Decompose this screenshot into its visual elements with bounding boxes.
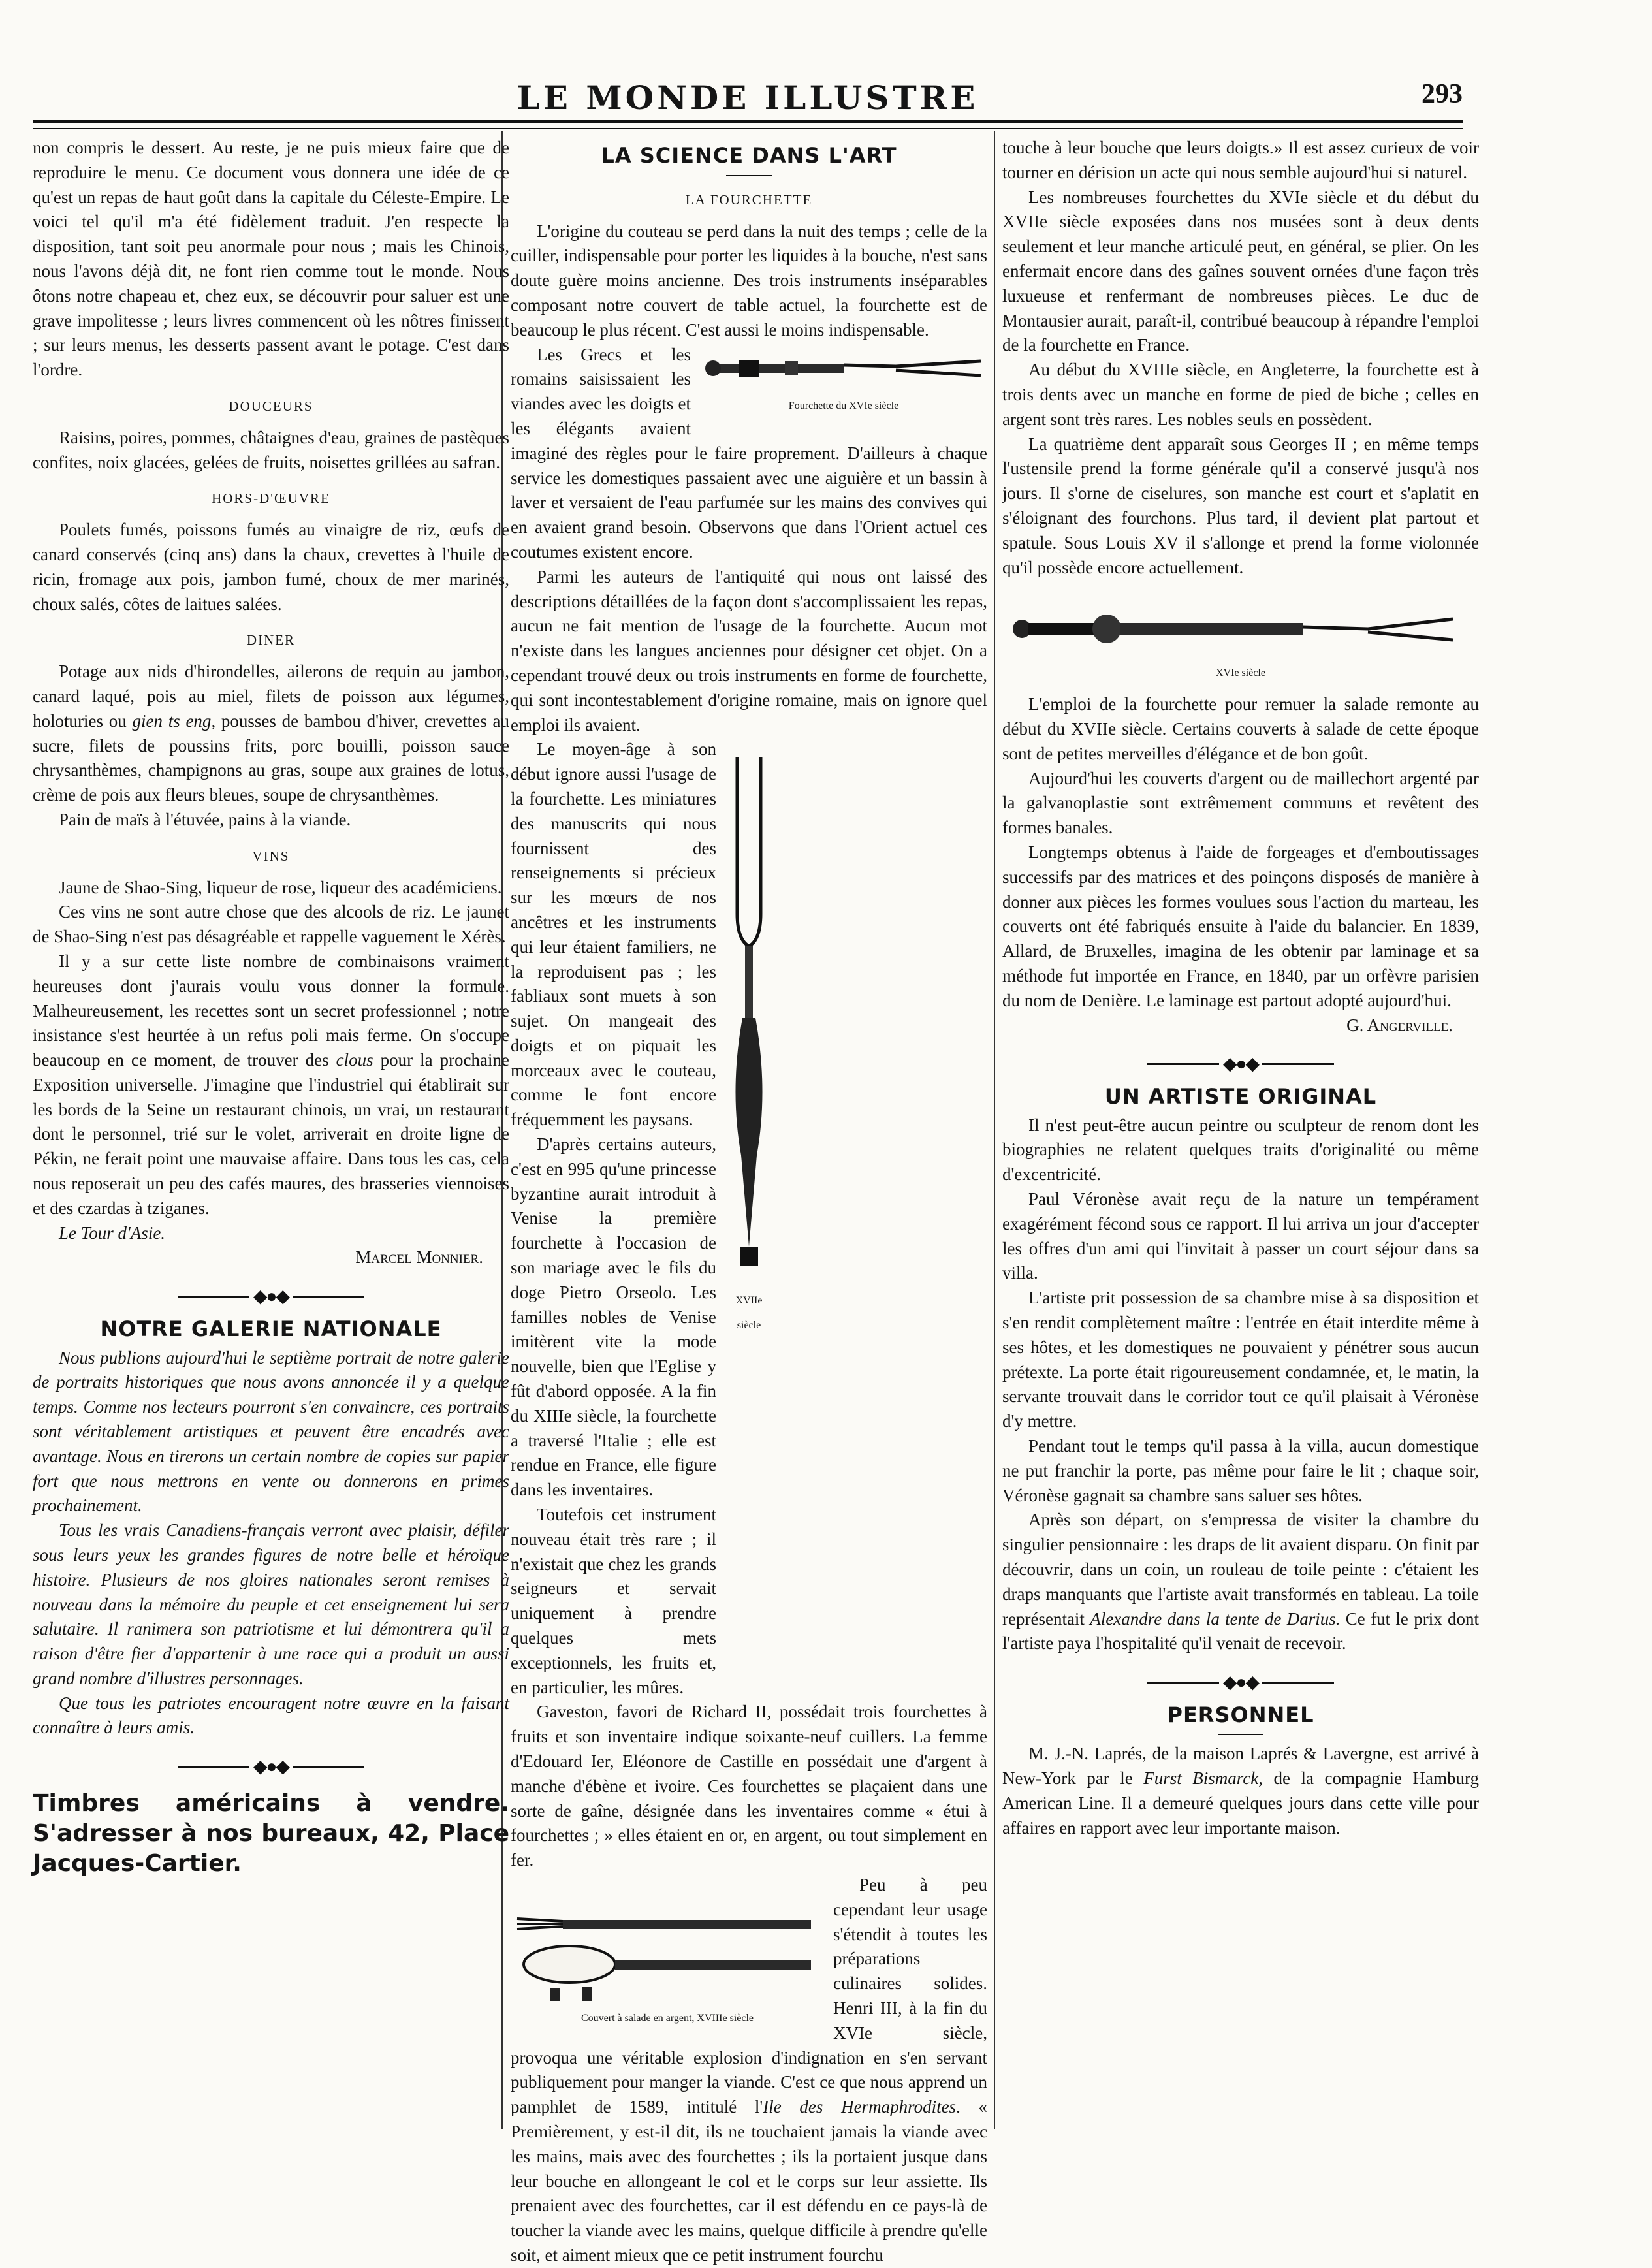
douceurs-text: Raisins, poires, pommes, châtaignes d'eau, graines de pastèques confites, noix glacées, gelées de fruits, noisettes grillées au safran. bbox=[33, 427, 509, 472]
science-p4: Le moyen-âge à son début ignore aussi l'usage de la fourchette. Les miniatures des manuscrits qui nous fournissent des renseignements si précieux sur les mœurs de nos ancêtres et les instruments qui leur étaient familiers, ne la reproduisent pas ; les fabliaux sont muets à son sujet. On mangeait des doigts et on piquait les morceaux avec le couteau, comme le font encore fréquemment les paysans. bbox=[511, 739, 716, 1130]
newspaper-title: LE MONDE ILLUSTRE bbox=[516, 78, 979, 117]
artiste-p1: Il n'est peut-être aucun peintre ou sculpteur de renom dont les biographies ne relatent quelques traits d'originalité ou même d'excentricité. bbox=[1002, 1115, 1479, 1185]
science-p7: Gaveston, favori de Richard II, possédait trois fourchettes à fruits et son inventaire indique soixante-neuf cuillers. La femme d'Edouard Ier, Eléonore de Castille en possédait une d'argent à manche d'ébène et ivoire. Ces fourchettes se plaçaient dans une sorte de gaîne, désignée dans les inventaires comme « étui à fourchettes ; » elles étaient en or, en argent, ou tout simplement en fer. bbox=[511, 1702, 987, 1870]
fourchette-subtitle: LA FOURCHETTE bbox=[685, 191, 813, 208]
personnel-text bbox=[1002, 1742, 1479, 1840]
section-ornament: ◆●◆ bbox=[33, 1753, 509, 1779]
fork-xvie-illustration bbox=[700, 345, 987, 391]
diner-text-3: Pain de maïs à l'étuvée, pains à la viande. bbox=[59, 809, 351, 829]
fig1-caption: Fourchette du XVIe siècle bbox=[788, 400, 899, 411]
signature-monnier: Marcel Monnier. bbox=[355, 1247, 483, 1268]
science-p8-part1: Peu à peu cependant leur usage s'étendit à toutes les préparations culinaires solides. Henri III, à la fin du XVIe siècle, provoqua une véritable explosion d'indignation en s'en servant publiquement pour manger la viande. C'est ce que nous apprend un pamphlet de 1589, intitulé l' bbox=[511, 1874, 987, 2117]
fig4-caption: XVIe siècle bbox=[1216, 667, 1265, 679]
artiste-title: UN ARTISTE ORIGINAL bbox=[1104, 1083, 1377, 1109]
vins-text-3a: Il y a sur cette liste nombre de combinaisons vraiment heureuses dont j'aurais voulu vous donner la formule. Malheureusement, les recettes sont un secret professionnel ; notre insistance s'est heurtée à un refus poli mais ferme. On s'occupe beaucoup en ce moment, de trouver des bbox=[33, 951, 509, 1070]
figure-xviie-fork bbox=[723, 737, 775, 1343]
artiste-p5 bbox=[1002, 1508, 1479, 1656]
vins-heading: VINS bbox=[252, 848, 290, 864]
diner-text bbox=[33, 660, 509, 808]
source-credit: Le Tour d'Asie. bbox=[59, 1222, 166, 1243]
block-left-text bbox=[511, 737, 716, 1700]
science-cont-p2: Les nombreuses fourchettes du XVIe siècle et du début du XVIIe siècle exposées dans nos musées sont à deux dents seulement et leur manche articulé peut, en général, se plier. On les enfermait encore dans des gaînes souvent ornées d'une façon très luxueuse et renfermant de nombreuses pièces. Le duc de Montausier aurait, paraît-il, contribué beaucoup à répandre l'emploi de la fourchette en France. bbox=[1002, 187, 1479, 355]
menu-intro: non compris le dessert. Au reste, je ne puis mieux faire que de reproduire le menu. Ce document vous donnera une idée de ce qu'est un repas de haut goût dans la capitale du Céleste-Empire. Le voici tel qu'il m'a été fidèlement traduit. J'en respecte la disposition, tant soit peu anormale pour nous ; mais les Chinois, nous l'avons déjà dit, ne font rien comme tout le monde. Nous ôtons notre chapeau et, chez eux, se découvrir pour saluer est une grave impolitesse ; leurs livres commencent où les nôtres finissent ; sur leurs menus, les desserts passent avant le potage. C'est dans l'ordre. bbox=[33, 138, 509, 380]
artiste-p5-italic: Alexandre dans la tente de Darius. bbox=[1090, 1608, 1341, 1629]
science-title: LA SCIENCE DANS L'ART bbox=[601, 143, 897, 168]
section-ornament: ◆●◆ bbox=[1002, 1669, 1479, 1695]
science-p5: D'après certains auteurs, c'est en 995 qu'une princesse byzantine aurait introduit à Venise la première fourchette à l'occasion de son mariage avec le fils du doge Pietro Orseolo. Les familles nobles de Venise imitèrent vite la mode nouvelle, bien que l'Eglise y fût d'abord opposée. A la fin du XIIIe siècle, la fourchette a traversé l'Italie ; elle est rendue en France, elle figure dans les inventaires. bbox=[511, 1134, 716, 1500]
section-ornament: ◆●◆ bbox=[33, 1283, 509, 1309]
personnel-title: PERSONNEL bbox=[1167, 1702, 1314, 1727]
artiste-p3: L'artiste prit possession de sa chambre mise à sa disposition et s'en rendit complètement maître : l'entrée en était interdite même à ses hôtes, et les domestiques ne pouvaient y pénétrer sous aucun prétexte. La porte était rigoureusement condamnée, et, le matin, la servante trouvait dans le corridor tout ce qu'il plaisait à Véronèse d'y mettre. bbox=[1002, 1288, 1479, 1431]
hors-doeuvre-text: Poulets fumés, poissons fumés au vinaigre de riz, œufs de canard conservés (cinq ans) dans la chaux, crevettes à l'huile de ricin, fromage aux pois, jambon fumé, choux de mer marinés, choux salés, côtes de laitues salées. bbox=[33, 520, 509, 614]
section-ornament: ◆●◆ bbox=[1002, 1051, 1479, 1076]
column-divider bbox=[994, 131, 995, 2129]
science-p8-italic: Ile des Hermaphrodites bbox=[763, 2097, 957, 2117]
personnel-italic: Furst Bismarck bbox=[1143, 1768, 1259, 1789]
galerie-title: NOTRE GALERIE NATIONALE bbox=[100, 1316, 442, 1341]
science-cont-p5: L'emploi de la fourchette pour remuer la salade remonte au début du XVIIe siècle. Certains couverts à salade de cette époque sont de petites merveilles d'élégance et de bon goût. bbox=[1002, 694, 1479, 763]
diner-text-1: Potage aux nids d'hirondelles, ailerons de requin au jambon, canard laqué, pois au miel, filets de poisson aux légumes, holoturies ou bbox=[33, 662, 509, 731]
title-rule bbox=[726, 175, 772, 176]
artiste-p5-part1: Après son départ, on s'empressa de visiter la chambre du singulier pensionnaire : les draps de lit avaient disparu. On finit par découvrir, dans un coin, un rouleau de toile peinte : c'étaient les draps manquants que l'artiste avait transformés en tableau. La toile représentait bbox=[1002, 1510, 1479, 1629]
fig3-caption: Couvert à salade en argent, XVIIIe siècle bbox=[580, 2012, 754, 2024]
fork-xviie-illustration bbox=[723, 750, 775, 1286]
figure-xvie-fork bbox=[700, 345, 987, 424]
science-cont-p7: Longtemps obtenus à l'aide de forgeages et d'emboutissages successifs par des matrices et des poinçons disposés de manière à donner aux pièces les formes voulues sous l'action du marteau, les couverts ont été fabriqués ensuite à l'aide du balancier. En 1839, Allard, de Bruxelles, imagina de les obtenir par laminage et sa méthode fut importée en France, en 1840, par un orfèvre parisien du nom de Denière. Le laminage est partout adopté aujourd'hui. bbox=[1002, 842, 1479, 1010]
science-p8-part2: . « Premièrement, y est-il dit, ils ne touchaient jamais la viande avec les mains, mais avec des fourchettes ; ils la portaient jusque dans leur bouche en allongeant le col et le corps sur leur assiette. Ils prenaient avec des fourchettes, car il est défendu en ce pays-là de toucher la viande avec les mains, quelque difficile à prendre qu'elle soit, et aiment mieux que ce petit instrument fourchu bbox=[511, 2097, 987, 2265]
fig2-caption: XVIIe siècle bbox=[735, 1295, 763, 1332]
vins-text-italic: clous bbox=[336, 1050, 373, 1070]
diner-text-2: , pousses de bambou d'hiver, crevettes au sucre, filets de poussins frits, porc bouilli, poisson sauce chrysanthèmes, champignons au gras, soupe aux graines de lotus, crème de pois aux fleurs bleues, soupe de chrysanthèmes. bbox=[33, 711, 510, 805]
page-number: 293 bbox=[1422, 79, 1463, 109]
signature-angerville: G. Angerville. bbox=[1346, 1015, 1453, 1035]
figure-salad-set bbox=[511, 1899, 824, 2036]
science-p1: L'origine du couteau se perd dans la nuit des temps ; celle de la cuiller, indispensable pour porter les liquides à la bouche, n'est sans doute guère moins ancienne. Des trois instruments inséparables composant notre couvert de table actuel, la fourchette est de beaucoup le plus récent. C'est aussi le moins indispensable. bbox=[511, 221, 987, 340]
diner-text-italic: gien ts eng bbox=[132, 711, 212, 731]
science-cont-p4: La quatrième dent apparaît sous Georges II ; en même temps l'ustensile prend la forme générale qu'il a conservé jusqu'à nos jours. Il s'orne de ciselures, son manche est court et s'aplatit en s'éloignant des fourchons. Plus tard, il devient plat partout et spatule. Sous Louis XV il s'allonge et prend la forme violonnée qu'il possède encore actuellement. bbox=[1002, 434, 1479, 577]
galerie-text-3: Que tous les patriotes encouragent notre œuvre en la faisant connaître à leurs amis. bbox=[33, 1693, 509, 1738]
science-cont-p1: touche à leur bouche que leurs doigts.» Il est assez curieux de voir tourner en dérision un acte qui nous semble aujourd'hui si naturel. bbox=[1002, 138, 1479, 182]
salad-set-illustration bbox=[511, 1899, 824, 2004]
vins-text-2: Ces vins ne sont autre chose que des alcools de riz. Le jaunet de Shao-Sing n'est pas désagréable et rappelle vaguement le Xérès. bbox=[33, 902, 509, 947]
douceurs-heading: DOUCEURS bbox=[229, 398, 313, 414]
science-p6: Toutefois cet instrument nouveau était très rare ; il n'existait que chez les grands seigneurs et servait uniquement à prendre quelques mets exceptionnels, les fruits et, en particulier, les mûres. bbox=[511, 1505, 716, 1697]
fork-xvie-2-illustration bbox=[1002, 599, 1479, 658]
personnel-text-2: , de la compagnie Hamburg American Line. Il a demeuré quelques jours dans cette ville pour affaires en rapport avec leur importante maison. bbox=[1002, 1768, 1479, 1838]
artiste-p2: Paul Véronèse avait reçu de la nature un tempérament exagérément fécond sous ce rapport. Il lui arriva un jour d'accepter les offres d'un ami qui l'invitait à passer un court séjour dans sa villa. bbox=[1002, 1189, 1479, 1283]
vins-text-3 bbox=[33, 950, 509, 1221]
column-3 bbox=[1002, 136, 1479, 1841]
fork-article-block bbox=[511, 737, 987, 1700]
diner-heading: DINER bbox=[246, 632, 296, 648]
title-rule bbox=[1218, 1734, 1263, 1735]
vins-text-1: Jaune de Shao-Sing, liqueur de rose, liqueur des académiciens. bbox=[59, 877, 502, 897]
header-rule bbox=[33, 120, 1463, 123]
vins-text-3b: pour la prochaine Exposition universelle. J'imagine que l'industriel qui établirait sur les bords de la Seine un restaurant chinois, un vrai, un restaurant dont le personnel, trié sur le volet, arriverait en droite ligne de Pékin, ne ferait point une mauvaise affaire. Dans tous les cas, cela nous reposerait un peu des cafés maures, des brasseries viennoises et des czardas à tziganes. bbox=[33, 1050, 509, 1218]
science-cont-p6: Aujourd'hui les couverts d'argent ou de maillechort argenté par la galvanoplastie sont extrêmement communs et revêtent des formes banales. bbox=[1002, 768, 1479, 838]
personnel-text-1: M. J.-N. Laprés, de la maison Laprés & Lavergne, est arrivé à New-York par le bbox=[1002, 1744, 1479, 1789]
science-p3: Parmi les auteurs de l'antiquité qui nous ont laissé des descriptions détaillées de la façon dont s'accomplissaient les repas, aucun ne fait mention de l'usage de la fourchette. Aucun mot n'existe dans les langues anciennes pour désigner cet objet. On a cependant trouvé deux ou trois instruments en forme de fourchette, qui sont incontestablement d'origine romaine, mais on ignore quel emploi ils avaient. bbox=[511, 566, 987, 735]
figure-xvie-fork-2 bbox=[1002, 599, 1479, 686]
science-cont-p3: Au début du XVIIIe siècle, en Angleterre, la fourchette est à trois dents avec un manche en forme de pied de biche ; celles en argent sont très rares. Les nobles seuls en possèdent. bbox=[1002, 360, 1479, 429]
galerie-text-2: Tous les vrais Canadiens-français verront avec plaisir, défiler sous leurs yeux les grandes figures de notre belle et héroïque histoire. Plusieurs de nos gloires nationales seront remises à nouveau dans la mémoire du peuple et cet enseignement lui sera salutaire. Il ranimera son patriotisme et lui démontrera qu'il a raison d'être fier d'appartenir à une race qui a produit un aussi grand nombre d'illustres personnages. bbox=[33, 1520, 509, 1688]
hors-doeuvre-heading: HORS-D'ŒUVRE bbox=[212, 490, 330, 507]
science-p2: Les Grecs et les romains saisissaient les viandes avec les doigts et les élégants avaient imaginé des règles pour le faire proprement. D'ailleurs à chaque service les domestiques passaient avec une aiguière et un bassin à laver et versaient de l'eau parfumée sur les mains des convives qui en avaient grand besoin. Observons que dans l'Orient actuel ces coutumes existent encore. bbox=[511, 344, 987, 562]
galerie-text-1: Nous publions aujourd'hui le septième portrait de notre galerie de portraits historiques que nous avons annoncée il y a quelque temps. Comme nos lecteurs pourront s'en convaincre, ces portraits sont véritablement artistiques et peuvent être encadrés avec avantage. Nous en tirerons un certain nombre de copies sur papier fort que nous mettrons en vente ou donnerons en primes prochainement. bbox=[33, 1347, 509, 1516]
column-1 bbox=[33, 136, 509, 1879]
timbres-notice: Timbres américains à vendre. S'adresser à nos bureaux, 42, Place Jacques-Cartier. bbox=[33, 1789, 509, 1877]
column-2 bbox=[511, 136, 987, 2268]
artiste-p4: Pendant tout le temps qu'il passa à la villa, aucun domestique ne put franchir la porte, pas même pour faire le lit ; chaque soir, Véronèse gagnait sa chambre sans saluer ses hôtes. bbox=[1002, 1435, 1479, 1505]
artiste-p5-part2: Ce fut le prix dont l'artiste paya l'hospitalité qu'il venait de recevoir. bbox=[1002, 1608, 1480, 1653]
